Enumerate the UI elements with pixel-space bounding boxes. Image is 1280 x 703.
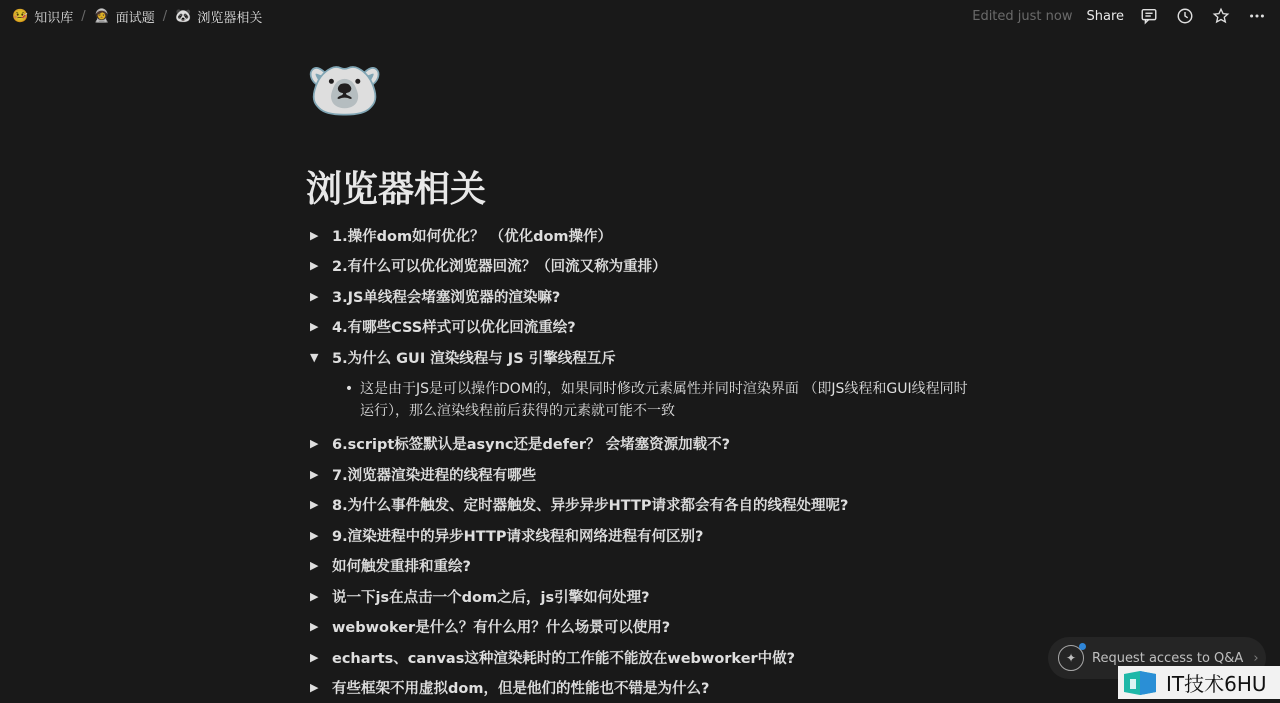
toggle-item[interactable] (306, 459, 986, 490)
toggle-label: 2.有什么可以优化浏览器回流？（回流又称为重排） (332, 255, 667, 276)
toggle-label: echarts、canvas这种渲染耗时的工作能不能放在webworker中做? (332, 647, 795, 668)
breadcrumb-item-2[interactable] (94, 7, 155, 26)
toggle-list (306, 220, 986, 703)
collapsed-arrow-icon[interactable]: ▶ (306, 320, 332, 333)
collapsed-arrow-icon[interactable]: ▶ (306, 590, 332, 603)
collapsed-arrow-icon[interactable]: ▶ (306, 620, 332, 633)
breadcrumb (12, 7, 262, 26)
toggle-item[interactable] (306, 220, 986, 251)
toggle-item[interactable] (306, 581, 986, 612)
page-emoji-icon: 🧑‍🚀 (94, 9, 110, 24)
toggle-label: 说一下js在点击一个dom之后，js引擎如何处理? (332, 586, 650, 607)
share-button[interactable]: Share (1086, 9, 1124, 24)
toggle-label: 7.浏览器渲染进程的线程有哪些 (332, 464, 536, 485)
toggle-label: 4.有哪些CSS样式可以优化回流重绘? (332, 316, 576, 337)
bullet-dot-icon: • (338, 378, 360, 422)
toggle-label: 如何触发重排和重绘? (332, 555, 471, 576)
toggle-item[interactable] (306, 673, 986, 703)
collapsed-arrow-icon[interactable]: ▶ (306, 651, 332, 664)
notification-dot (1079, 643, 1086, 650)
breadcrumb-label: 面试题 (116, 7, 155, 26)
sparkle-icon: ✦ (1058, 645, 1084, 671)
expanded-arrow-icon[interactable]: ▼ (306, 351, 332, 364)
toggle-label: 有些框架不用虚拟dom，但是他们的性能也不错是为什么? (332, 677, 709, 698)
collapsed-arrow-icon[interactable]: ▶ (306, 498, 332, 511)
watermark (1118, 666, 1280, 699)
toggle-item-open[interactable] (306, 342, 986, 373)
watermark-text: IT技术6HU (1166, 668, 1267, 697)
toggle-label: webwoker是什么？有什么用？什么场景可以使用? (332, 616, 670, 637)
collapsed-arrow-icon[interactable]: ▶ (306, 529, 332, 542)
toggle-item[interactable] (306, 251, 986, 282)
qa-button-label: Request access to Q&A (1092, 651, 1243, 666)
watermark-logo-icon (1122, 670, 1158, 696)
breadcrumb-label: 浏览器相关 (197, 7, 262, 26)
breadcrumb-separator: / (81, 9, 85, 24)
toggle-label: 8.为什么事件触发、定时器触发、异步异步HTTP请求都会有各自的线程处理呢? (332, 494, 848, 515)
breadcrumb-label: 知识库 (34, 7, 73, 26)
history-icon[interactable] (1174, 5, 1196, 27)
collapsed-arrow-icon[interactable]: ▶ (306, 229, 332, 242)
edited-status: Edited just now (972, 9, 1072, 24)
collapsed-arrow-icon[interactable]: ▶ (306, 559, 332, 572)
collapsed-arrow-icon[interactable]: ▶ (306, 681, 332, 694)
toggle-label: 5.为什么 GUI 渲染线程与 JS 引擎线程互斥 (332, 347, 616, 368)
page-emoji-icon: 🤒 (12, 9, 28, 24)
toggle-item[interactable] (306, 429, 986, 460)
toggle-item[interactable] (306, 312, 986, 343)
toggle-child-bullet (306, 378, 986, 422)
toggle-item[interactable] (306, 490, 986, 521)
toggle-label: 6.script标签默认是async还是defer？ 会堵塞资源加载不? (332, 433, 730, 454)
collapsed-arrow-icon[interactable]: ▶ (306, 437, 332, 450)
comments-icon[interactable] (1138, 5, 1160, 27)
breadcrumb-item-3[interactable] (175, 7, 262, 26)
favorite-star-icon[interactable] (1210, 5, 1232, 27)
page-icon[interactable]: 🐻‍❄️ (306, 55, 383, 127)
top-bar (0, 0, 1280, 32)
toggle-item[interactable] (306, 642, 986, 673)
toggle-item[interactable] (306, 520, 986, 551)
toggle-label: 9.渲染进程中的异步HTTP请求线程和网络进程有何区别? (332, 525, 703, 546)
chevron-right-icon: › (1253, 651, 1258, 666)
toggle-item[interactable] (306, 551, 986, 582)
toggle-label: 3.JS单线程会堵塞浏览器的渲染嘛? (332, 286, 560, 307)
collapsed-arrow-icon[interactable]: ▶ (306, 290, 332, 303)
page-title[interactable]: 浏览器相关 (306, 166, 486, 214)
toggle-label: 1.操作dom如何优化？ （优化dom操作） (332, 225, 612, 246)
toggle-item[interactable] (306, 281, 986, 312)
breadcrumb-separator: / (163, 9, 167, 24)
page-emoji-icon: 🐼 (175, 9, 191, 24)
toggle-item[interactable] (306, 612, 986, 643)
collapsed-arrow-icon[interactable]: ▶ (306, 259, 332, 272)
collapsed-arrow-icon[interactable]: ▶ (306, 468, 332, 481)
breadcrumb-item-1[interactable] (12, 7, 73, 26)
bullet-text[interactable]: 这是由于JS是可以操作DOM的，如果同时修改元素属性并同时渲染界面 （即JS线程和GUI线程同时运行），那么渲染线程前后获得的元素就可能不一致 (360, 378, 980, 422)
more-options-icon[interactable] (1246, 5, 1268, 27)
